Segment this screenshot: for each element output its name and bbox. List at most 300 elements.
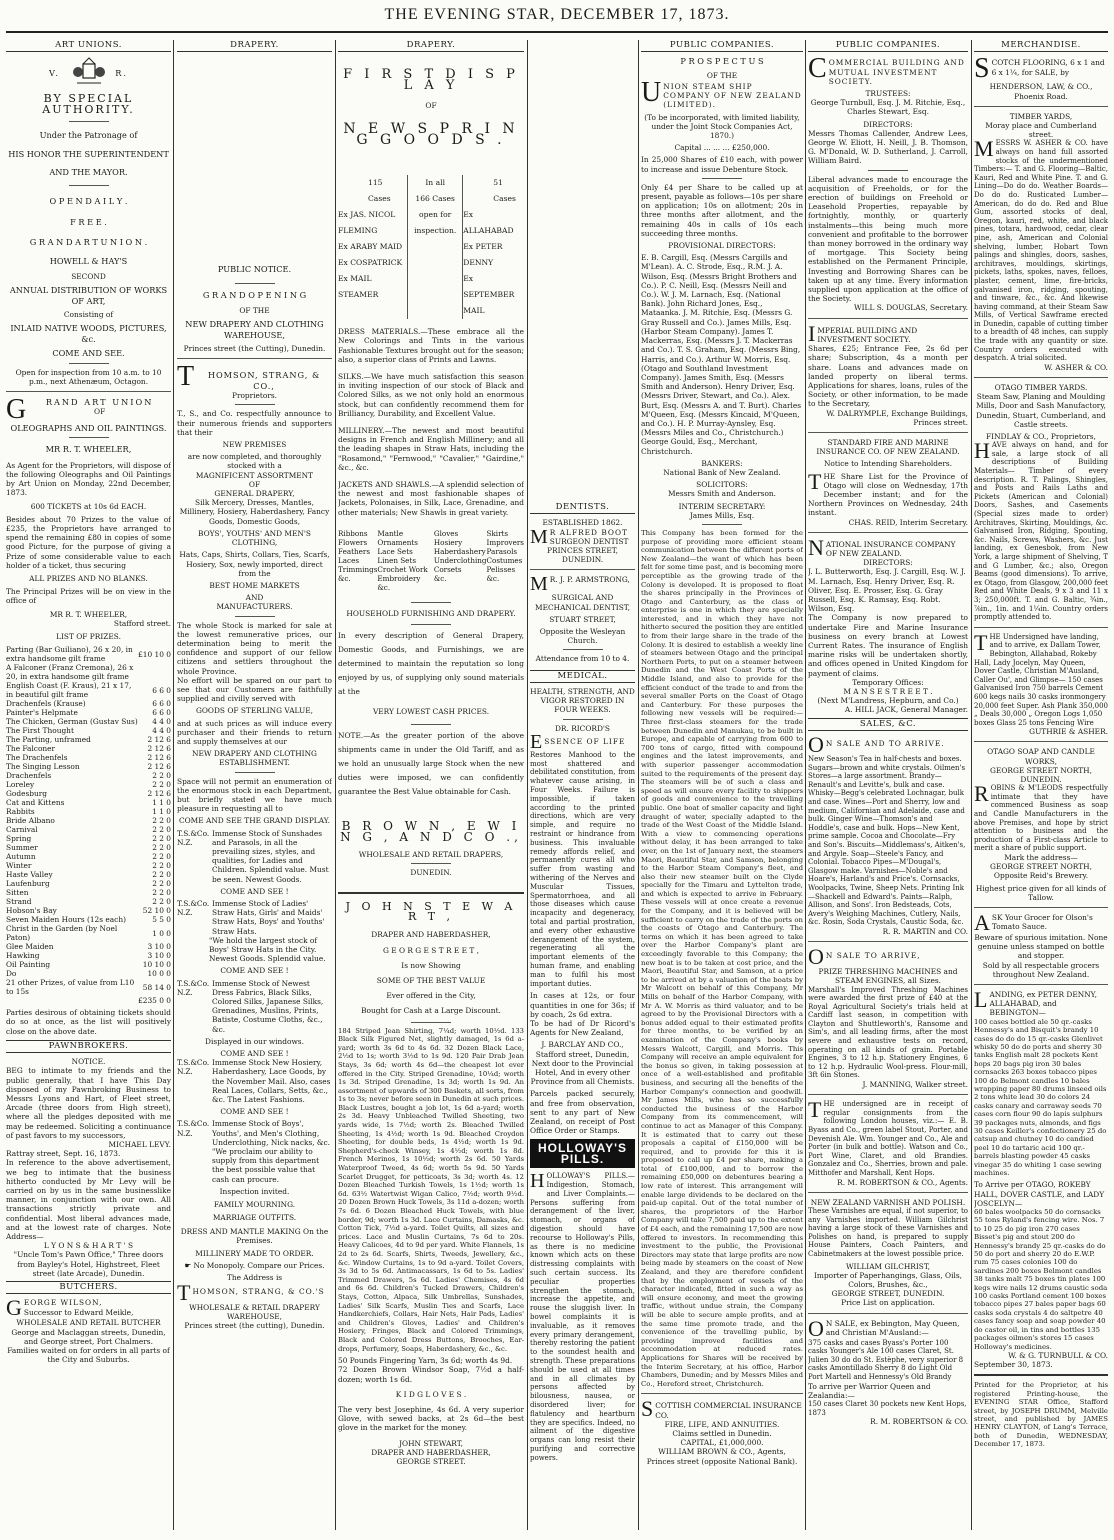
- column-rule: [335, 40, 336, 1530]
- stock-block-2: [177, 899, 332, 936]
- note-tariff: NOTE.—As the greater portion of the above shipments came in under the Old Tariff, and as we hold an unusually large Stock when the new duties were imposed, we can confidently guarantee the Best Value obtainable for Cash.: [338, 731, 524, 797]
- all-prizes: ALL PRIZES AND NO BLANKS.: [29, 573, 148, 583]
- prize-row: [6, 681, 171, 699]
- uncle-toms: "Uncle Tom's Pawn Office," Three doors from Bayley's Hotel, Highstreet, Fleet street (late Arcade), Dunedin.: [13, 1250, 164, 1278]
- principal-prizes: The Principal Prizes will be on view in the office of: [6, 587, 171, 606]
- new-premises: NEW PREMISES: [222, 440, 287, 450]
- share-list-ad: T HE Share List for the Province of Otago will close on Wednesday, 17th December instant; and for the Northern Provinces on Wednesday, 24th instant.: [808, 468, 968, 518]
- prize-row: [6, 960, 171, 969]
- national-insurance: ATIONAL INSURANCE COMPANY OF NEW ZEALAND.: [825, 539, 956, 558]
- prize-name: The Falconer: [6, 744, 56, 754]
- best-value: SOME OF THE BEST VALUE: [376, 975, 486, 985]
- first-display: F I R S T D I S P L A Y: [343, 67, 519, 93]
- come-and-see-1: COME AND SEE !: [220, 886, 289, 896]
- section-header: ART UNIONS.: [6, 40, 171, 52]
- prize-value: 2 12 6: [147, 762, 171, 772]
- trustee-names: George Turnbull, Esq. J. M. Ritchie, Esq., Charles Stewart, Esq.: [810, 98, 966, 117]
- surgeon-dentist: SURGEON DENTIST: [549, 536, 629, 546]
- interim-secretary: INTERIM SECRETARY:: [678, 501, 766, 511]
- prize-row: [6, 717, 171, 726]
- prize-row: [6, 816, 171, 825]
- prize-row: [6, 978, 171, 996]
- capital-million: CAPITAL, £1,000,000.: [680, 1438, 764, 1448]
- prize-value: 6 6 0: [152, 708, 171, 718]
- liberal-advances: Liberal advances made to encourage the acquisition of Freeholds, or for the erection of buildings on Freehold or Leasehold Properties, repayable by fortnightly, monthly, or quarterly instalments—this being much more convenient and profitable to the borrower than money borrowed in the ordinary way of mortgage. This Society being established on the Permanent Principle, Investing and Borrowing Shares can be taken up at any time. Every information supplied upon application at the office of the Society.: [808, 174, 968, 304]
- asher-body: ESSRS W. ASHER & CO. have always on hand full assorted stocks of the undermentioned Timbers:— T. and G. Flooring—Baltic, Kauri, Red and White Pine. T. and G. Lining—Do do do. Weather Boards—Do do do. Rusticated Lumber—American, do do do. Red and Blue Gum, assorted stocks of deal, Oregon, kauri, red, white, and black pines, totara, hardwood, cedar, clear pine, ash, American and Colonial shelving, lumber, Hobart Town palings and shingles, doors, sashes, architraves, mouldings, skirtings, pickets, laths, spokes, naves, felloes, plaster, cement, lime, fire-bricks, galvanised iron, ridging, spouting, and tinware, &c., &c. And likewise having command, at their Steam Saw Mills, of Vertical Sawframe erected in Dunedin, capable of cutting timber to a breadth of 48 inches, can supply the trade with any quantity or size. Country orders executed with despatch. A trial solicited.: [974, 139, 1108, 363]
- findlay-ad: H AVE always on hand, and for sale, a large stock of all descriptions of Building Materials— Timber of every description. R. T. Palings, Shingles, and Posts and Rails Laths and Pickets (American and Colonial) Doors, Sashes, and Casements (Special sizes made to order) Architraves, Skirting, Mouldings, &c. Galvanised Iron, Ridging, Spouting, &c. Nails, Screws, Washers, &c. Just landing, ex Genesbok, from New York, a large shipment of Shelving, T and G Lumber, &c.; also, Oregon Beams (good dimensions). To arrive, ex Otago, from Glasgow, 200,000 feet Red and White Deals, 9 x 3 and 11 x 3; 250,000ft. T. and G. Baltic, ¾in., ⅞in., 1in. and 1¼in. Country orders promptly attended to.: [974, 438, 1108, 622]
- come-see-display: COME AND SEE THE GRAND DISPLAY.: [178, 816, 331, 826]
- special-authority: BY SPECIAL AUTHORITY.: [42, 92, 135, 116]
- column-merchandise: [974, 40, 1108, 1449]
- ship-right-line: 51 Cases: [493, 178, 516, 204]
- sept-date: September 30, 1873.: [974, 1360, 1053, 1370]
- beware: Beware of spurious imitation. None genuine unless stamped on bottle and stopper.: [974, 933, 1108, 961]
- goods-item: Mantle Ornaments: [377, 528, 418, 547]
- windsor-soap: 72 Dozen Brown Windsor Soap, 7½d a half-dozen; worth 1s 6d.: [338, 1365, 524, 1384]
- goods-col-4: [487, 529, 524, 592]
- prize-row: [6, 915, 171, 924]
- grand-art-union-2: RAND ART UNION: [45, 396, 154, 407]
- thomson-strang-header: T HOMSON, STRANG, & CO., Proprietors.: [177, 364, 332, 400]
- scottish-ad: S COTTISH COMMERCIAL INSURANCE CO.: [641, 1396, 802, 1422]
- shipments: [338, 175, 524, 319]
- goods-item: Skirts: [486, 528, 509, 538]
- provincial-hotel: Next door to the Provincial Hotel, And in every other Province from all Chemists.: [530, 1058, 635, 1087]
- prize-name: Carnival: [6, 825, 38, 835]
- alfred-boot: R ALFRED BOOT: [549, 527, 628, 537]
- prize-name: Godesburg: [6, 789, 48, 799]
- prize-row: [6, 969, 171, 978]
- onsale2-title: O N SALE TO ARRIVE,: [808, 947, 968, 960]
- prize-value: 2 2 0: [152, 816, 171, 826]
- prize-value: 2 2 0: [152, 780, 171, 790]
- prize-row: [6, 879, 171, 888]
- prize-value: 2 2 0: [152, 870, 171, 880]
- stafford-dunedin: Stafford street, Dunedin,: [535, 1049, 630, 1059]
- column-rule: [805, 40, 806, 1530]
- onsale-title: O N SALE AND TO ARRIVE.: [808, 735, 968, 748]
- howell-hays: HOWELL & HAY'S: [49, 255, 128, 266]
- national-bank: National Bank of New Zealand.: [663, 467, 781, 477]
- goods-grid: [338, 529, 524, 592]
- george-street-north-2: GEORGE STREET NORTH,: [990, 862, 1092, 872]
- patronage: Under the Patronage of: [39, 130, 138, 141]
- onsale3-body: 375 casks and cases Byass's Porter 100 casks Younger's Ale 100 cases Claret, St. Julien 30 do do St. Estèphe, very superior 8 casks Amontillado Sherry 8 do Light Old Port Martell and Hennessy's Old Brandy: [808, 1338, 964, 1381]
- honor-line: HIS HONOR THE SUPERINTENDENT: [8, 148, 169, 159]
- magnificent-assortment: MAGNIFICENT ASSORTMENT: [195, 470, 314, 480]
- section-header: DENTISTS.: [530, 502, 635, 514]
- tickets: 600 TICKETS at 10s 6d EACH.: [30, 501, 147, 511]
- wholesale-drapers: WHOLESALE AND RETAIL DRAPERS,: [358, 850, 504, 860]
- shipments-left: [338, 175, 407, 319]
- goods-col-2: [377, 529, 433, 592]
- ask-ad: A SK Your Grocer for Olson's Tomato Sauce.: [974, 913, 1108, 931]
- prospectus: P R O S P E C T U S: [680, 56, 764, 67]
- essence-ad: E SSENCE OF LIFE: [530, 733, 635, 746]
- prize-row: [6, 951, 171, 960]
- lowest-prices: VERY LOWEST CASH PRICES.: [372, 707, 490, 717]
- stock-block-4: [177, 1058, 332, 1104]
- union-steam-ship: NION STEAM SHIP COMPANY OF NEW ZEALAND (LIMITED).: [663, 82, 802, 110]
- dress-fabrics: Immense Stock of Newest Dress Fabrics, Black Silks, Colored Silks, Japanese Silks, Grenadines, Muslins, Prints, Batiste, Costume Cloths, &c., &c.: [212, 978, 324, 1034]
- straw-hats: Immense Stock of Ladies' Straw Hats, Girls' and Maids' Straw Hats, Boys' and Youths' Straw Hats.: [212, 899, 325, 936]
- imprint: Printed for the Proprietor, at his registered Printing-house, the EVENING STAR Office, Stafford street, by JOSEPH DRUMM, Melville street, and published by JAMES HENRY CLAYTON, of Lang's Terrace, both of Dunedin, WEDNESDAY, December 17, 1873.: [974, 1381, 1108, 1449]
- robins-body: OBINS & M'LEODS respectfully intimate that they have commenced Business as soap and Candle Manufacturers in the above Premises, and hope by strict attention to business and the production of a First-class Article to merit a share of public support.: [974, 784, 1108, 853]
- dress-materials: DRESS MATERIALS.—These embrace all the New Colorings and Tints in the various Fashionable Textures brought out for the season; also, a superior class of Prints and Lawns.: [338, 327, 524, 364]
- prize-value: 2 2 0: [152, 825, 171, 835]
- on-sale-arrive: N SALE AND TO ARRIVE.: [825, 739, 945, 749]
- prize-threshing: PRIZE THRESHING MACHINES and STEAM ENGINES, all Sizes.: [818, 967, 958, 986]
- prize-value: 6 6 0: [152, 699, 171, 709]
- open-hours: Open for inspection from 10 a.m. to 10 p.m., next Athenæum, Octagon.: [15, 367, 162, 386]
- jackets-shawls: JACKETS AND SHAWLS.—A splendid selection of the newest and most fashionable shapes of Jackets, Polonaises, in Silk, Lace, Grenadine, and other materials; New Shawls in great variety.: [338, 480, 524, 517]
- silks: SILKS.—We have much satisfaction this season in inviting inspection of our stock of Black and Colored Silks, as we not only hold an enormous stock, but can confidently recommend them for Brilliancy, Durability, and Excellent Value.: [338, 372, 524, 418]
- prize-row: [6, 798, 171, 807]
- timber-yards: TIMBER YARDS,: [1009, 111, 1073, 121]
- section-header: BUTCHERS.: [6, 1281, 171, 1294]
- induce-text: and at such prices as will induce every purchaser and their friends to return and supply themselves at our: [177, 718, 332, 746]
- prize-name: Drachenfels: [6, 771, 52, 781]
- prize-row: [6, 663, 171, 681]
- goods-item: Laces: [338, 555, 360, 565]
- new-establishment: NEW DRAPERY AND CLOTHING ESTABLISHMENT.: [192, 749, 317, 768]
- stafford-street: Stafford street.: [113, 618, 171, 628]
- new-drapery: NEW DRAPERY AND CLOTHING WAREHOUSE,: [185, 319, 324, 340]
- thomson-strang-2: HOMSON, STRANG, & CO.'S: [192, 1286, 325, 1296]
- ship-mid-line: In all: [425, 178, 446, 188]
- george-street-north: GEORGE STREET NORTH,: [990, 765, 1092, 775]
- tsco-mark: T.S.&Co. N.Z.: [177, 978, 210, 997]
- millinery-order: MILLINERY MADE TO ORDER.: [195, 1248, 314, 1258]
- union-title: U NION STEAM SHIP COMPANY OF NEW ZEALAND (LIMITED).: [641, 77, 802, 110]
- section-header: MERCHANDISE.: [974, 40, 1108, 52]
- no-monopoly: ☛ No Monopoly. Compare our Prices.: [184, 1261, 325, 1271]
- fire-life: FIRE, LIFE, AND ANNUITIES.: [664, 1419, 780, 1429]
- goods-item: Corsets: [433, 564, 462, 574]
- dalrymple: W. DALRYMPLE, Exchange Buildings, Princes street.: [826, 408, 968, 427]
- kid-body: The very best Josephine, 4s 6d. A very superior Glove, with sewed backs, at 2s 6d—the best glove in the market for the money.: [338, 1404, 524, 1433]
- prize-row: [6, 861, 171, 870]
- trustees: TRUSTEES:: [865, 89, 911, 99]
- prize-row: [6, 897, 171, 906]
- prize-value: 3 10 0: [147, 942, 171, 952]
- on-sale-arrive-2: N SALE TO ARRIVE,: [825, 951, 921, 961]
- come-and-see-4: COME AND SEE !: [220, 1107, 289, 1117]
- section-header: PUBLIC COMPANIES.: [641, 40, 803, 52]
- manse-street: M A N S E S T R E E T .: [843, 687, 933, 696]
- goods-item: Ribbons: [338, 528, 368, 538]
- prize-value: 4 4 0: [152, 717, 171, 727]
- mark-address: Mark the address—: [1004, 853, 1078, 863]
- vr-letters: V. R.: [48, 68, 129, 79]
- section-header: SALES, &C.: [808, 718, 968, 731]
- column-rule: [638, 40, 639, 1530]
- notice-body: BEG to intimate to my friends and the public generally, that I have This Day disposed of my Pawnbroking Business to Messrs Lyons and Hart, of Fleet street, Arcade (three doors from High street), where all the pledges deposited with me may be redeemed. Soliciting a continuance of past favors to my successors,: [6, 1066, 171, 1140]
- stewart-body: 184 Striped Jean Shirting, 7¼d; worth 10½d. 133 Black Silk Figured Net, slightly damaged, 1s 6d a-yard; worth 3s 6d to 4s 6d. 32 Dozen Black Lace, 2½d to 1s; worth 3½d to 1s 9d. 120 Pair Drab Jean Stays, 3s 6d; worth 4s 6d—the cheapest lot ever offered in the City. Striped Grenadine, 10¼d; worth 1s 3d. Striped Grenadine, 1s 3d; worth 1s 9d. An assortment of upwards of 300 Baskets, all sorts, from 1s to 3s; never before seen in Dunedin at such prices. Black Lustres, bought a job lot, 1s 6d a-yard; worth 2s 3d. Heavy Unbleached Twilled Sheeting, two yards wide, 1s 7½d; worth 2s. Bleached Twilled Sheeting, 1s 4½d; worth 1s 9d. Bleached Croydon Sheeting, for double beds, 1s 4½d; worth 1s 9d. Shepherd's-check Winsey, 1s 4½d; worth 1s 8d. French Merinos, 1s 10½d; worth 2s 6d. 50 Yards Waterproof Tweed, 4s 6d; worth 5s 9d. 50 Yards Scarlet Drugget, for petticoats, 3s 3d; worth 4s. 12 Dozen Bleached Turkish Towels, 1s 1½d; worth 1s 6d. 63½ Watertwist Wigan Calico, 7½d; worth 9½d. 20 Dozen Brown Huck Towels, 3s 11d a-dozen; worth 7s 6d. 6 Dozen Bleached Huck Towels, with blue border, 9d; worth 1s 3d. Lace Curtains, Damasks, &c. Cotton Tick, 7½d a-yard. Toilet Quilts, all sizes and prices. Lace and Muslin Curtains, 7s 6d to 20s. Heavy Calicoes, 4d to 9d per yard. White Flannels, 1s 2d to 2s 6d. Scarfs, Shirts, Tweeds, Jewellery, &c., &c. Window Curtains, 1s to 9d a-yard. Toilet Covers, 3s 3d to 5s 6d. Antimacassars, 1s 6d to 5s. Ladies' Trimmed Drawers, 5s 6d. Ladies' Chemises, 4s 6d and 6s 6d. Children's Tucked Drawers, Children's Stays, Cotton, Alpaca, Silk Umbrellas, Sunshades, Ladies' Silk Scarfs, Muslin Ties and Scarfs, Lace Handkerchiefs, Collars, Hair Nets, Hair Pads, Ladies' and Children's Gloves, Ladies' and Children's Hosiery, Fringes, Black and Colored Trimmings, Black and Colored Dress Buttons, Brooches, Ear-drops, Perfumery, Soaps, Haberdashery, &c., &c.: [338, 1026, 524, 1353]
- come-and-see: COME AND SEE.: [52, 348, 125, 359]
- prize-row: [6, 735, 171, 744]
- robertson-2: R. M. ROBERTSON & CO.: [870, 1417, 968, 1427]
- goods-col-3: [434, 529, 487, 592]
- prize-value: 10 0 0: [147, 969, 171, 979]
- prize-name: Glee Maiden: [6, 942, 54, 952]
- prize-value: 1 1 0: [152, 798, 171, 808]
- thomson-strang-footer: T HOMSON, STRANG, & CO.'S: [177, 1283, 332, 1296]
- announce: T., S., and Co. respectfully announce to their numerous friends and supporters that their: [177, 409, 332, 437]
- prize-row: [6, 708, 171, 717]
- hats-list: Hats, Caps, Shirts, Collars, Ties, Scarfs, Hosiery, Sox, newly imported, direct from the: [179, 550, 330, 578]
- parties-note: Parties desirous of obtaining tickets should do so at once, as the list will positively close on the above date.: [6, 1008, 171, 1036]
- prize-name: Hobson's Bay: [6, 906, 57, 916]
- director-names: Messrs Thomas Callender, Andrew Lees, George W. Eliott, H. Neill, J. B. Thomson, G. M'Donald, W. D. Sutherland, J. Carroll, William Baird.: [808, 128, 968, 166]
- goods-item: Haberdashery: [433, 546, 486, 556]
- prize-row: [6, 789, 171, 798]
- goods-item: Linen Sets: [377, 555, 417, 565]
- kid-gloves: K I D G L O V E S .: [395, 1389, 467, 1399]
- robins-ad: R OBINS & M'LEODS respectfully intimate that they have commenced Business as soap and Candle Manufacturers in the above Premises, and hope by strict attention to business and the production of a First-class Article to merit a share of public support.: [974, 781, 1108, 853]
- prize-name: Drachenfels (Krause): [6, 699, 86, 709]
- surgical-dentist: SURGICAL AND MECHANICAL DENTIST,: [535, 593, 630, 612]
- goods-col-1: [338, 529, 377, 592]
- established: ESTABLISHED 1862.: [542, 518, 623, 528]
- goods-item: Flowers: [338, 537, 368, 547]
- prize-name: The Singing Lesson: [6, 762, 80, 772]
- prize-row: [6, 825, 171, 834]
- nz-varnish: NEW ZEALAND VARNISH AND POLISH.: [810, 1197, 966, 1207]
- holloway-ad: H OLLOWAY'S PILLS.—Indigestion, Stomach, and Liver Complaints.—Persons suffering from derangement of the liver, stomach, or organs of digestion should have recourse to Holloway's Pills, as there is no medicine known which acts on these distressing complaints with such certain success. Its peculiar properties strengthen the stomach, increase the appetite, and rouse the sluggish liver. In bowel complaints it is invaluable, as it removes every primary derangement, thereby restoring the patient to the soundest health and strength. These preparations should be used at all times and in all climates by persons affected by bilousness, nausea, or disordered liver; for flatulency and heartburn they are specifics. Indeed, no ailment of the digestive organs can long resist their purifying and corrective powers.: [530, 1170, 635, 1462]
- column-drapery-2: [338, 40, 524, 1466]
- prize-name: Parting (Bar Guiliano), 26 x 20, in extra handsome gilt frame: [6, 645, 133, 664]
- draper-2: DRAPER AND HABERDASHER,: [371, 1447, 491, 1457]
- household-furnishing: HOUSEHOLD FURNISHING AND DRAPERY.: [346, 608, 516, 618]
- prize-row: [6, 780, 171, 789]
- prize-value: 52 10 0: [142, 906, 171, 916]
- prize-value: 1 0 0: [152, 928, 171, 938]
- goods-item: Pelisses: [486, 564, 516, 574]
- shares: In 25,000 Shares of £10 each, with power to increase and issue Debenture Stock.: [641, 155, 803, 174]
- james-mills: James Mills, Esq.: [689, 510, 755, 520]
- stock-block-5: [177, 1119, 332, 1183]
- prize-row: [6, 807, 171, 816]
- prize-value: 4 4 0: [152, 726, 171, 736]
- essence-of-life: SSENCE OF LIFE: [544, 736, 626, 746]
- undersigned-body: HE Undersigned have landing, and to arrive, ex Dallam Tower, Bebington, Allahabad, Rokeby Hall, Lady Jocelyn, May Queen, Dover Castle, Christian M'Ausland, Caller Ou', and Glimpse— 150 cases Galvanised Iron 750 barrels Cement 600 kegs nails 30 casks ironmongery 20,000 feet Super. Ash Plank 350,000 „ Deals 30,000 „ Oregon Logs 1,050 boxes Glass 25 tons Fencing Wire: [974, 632, 1108, 727]
- robertson: R. M. ROBERTSON & CO., Agents.: [837, 1177, 968, 1187]
- solicitors: SOLICITORS:: [696, 480, 748, 490]
- findlay-co: FINDLAY & CO., Proprietors,: [986, 432, 1096, 442]
- claret-hops: 150 cases Claret 30 pockets new Kent Hops, 1873: [808, 1399, 967, 1417]
- tsco-mark: T.S.&Co. N.Z.: [177, 828, 210, 847]
- best-lot: "We hold the largest stock of Boys' Straw Hats in the City. Newest Goods. Splendid value.: [209, 935, 326, 964]
- free: F R E E .: [70, 216, 107, 227]
- boot-ad: M R ALFRED BOOT SURGEON DENTIST: [530, 528, 635, 546]
- prize-name: The Chicken, German (Gustav Sus): [6, 717, 138, 727]
- shipments-mid: [407, 175, 463, 319]
- column-art-unions: [6, 40, 171, 1364]
- dr-ricord: DR. RICORD'S: [555, 723, 610, 733]
- prize-value: 2 2 0: [152, 879, 171, 889]
- tsco-mark: T.S.&Co. N.Z.: [177, 1058, 210, 1077]
- ship-left-line: Ex JAS. NICOL FLEMING: [338, 210, 396, 236]
- prize-value: 3 10 0: [147, 951, 171, 961]
- share-list: HE Share List for the Province of Otago will close on Wednesday, 17th December instant; and for the Northern Provinces on Wednesday, 24th instant.: [808, 471, 968, 518]
- essence-body: Restores Manhood to the most shattered and debilitated constitution, from whatever cause arising, in Four Weeks. Failure is impossible, if taken according to the printed directions, which are very simple, and require no restraint or hindrance from business. This invaluable remedy affords relief, and permanently cures all who suffer from wasting and withering of the Nerves and Muscular Tissues, Spermatorrhoea, and all those diseases which cause incapacity and degeneracy, total and partial prostration, and every other exhaustive derangement of the system, regenerating all the important elements of the human frame, and enabling man to fulfil his most important duties.: [530, 750, 635, 988]
- prize-row: [6, 924, 171, 942]
- opposite-reids: Opposite Reid's Brewery.: [993, 871, 1089, 881]
- dunedin: DUNEDIN.: [410, 868, 452, 878]
- wheeler-name: MR R. T. WHEELER,: [45, 444, 132, 455]
- to-arrive-warrior: To arrive per Warrior Queen and Zealandia:—: [808, 1381, 931, 1400]
- marshall-body: Marshall's Improved Threshing Machines were awarded the first prize of £40 at the Royal Agricultural Society's trials held at Cardiff last season, in competition with Clayton and Shuttleworth's, Ransome and Sim's, and all leading firms, after the most severe and exhaustive tests on record, operating on all kinds of grain. Portable Engines, 3 to 12 h.p. Stationery Engines, 6 to 12 h.p. Hydraulic Wool-press. Flour-mill, 3ft 6in Stones.: [808, 985, 968, 1080]
- goods-item: Trimmings: [338, 564, 378, 574]
- goods-item: &c.: [377, 582, 391, 592]
- guthrie-asher: GUTHRIE & ASHER.: [1029, 727, 1108, 737]
- asher-ad: M ESSRS W. ASHER & CO. have always on hand full assorted stocks of the undermentioned Timbers:— T. and G. Flooring—Baltic, Kauri, Red and White Pine. T. and G. Lining—Do do do. Weather Boards—Do do do. Rusticated Lumber—American, do do do. Red and Blue Gum, assorted stocks of deal, Oregon, kauri, red, white, and black pines, totara, hardwood, cedar, clear pine, ash, American and Colonial shelving, lumber, Hobart Town palings and shingles, doors, sashes, architraves, mouldings, skirtings, pickets, laths, spokes, naves, felloes, plaster, cement, lime, fire-bricks, galvanised iron, ridging, spouting, and tinware, &c., &c. And likewise having command, at their Steam Saw Mills, of Vertical Sawframe erected in Dunedin, capable of cutting timber to a breadth of 48 inches, can supply the trade with any quantity or size. Country orders executed with despatch. A trial solicited.: [974, 136, 1108, 363]
- public-notice: PUBLIC NOTICE.: [217, 264, 292, 275]
- prize-value: 2 12 6: [147, 744, 171, 754]
- prize-row: [6, 645, 171, 663]
- directors-list: E. B. Cargill, Esq. (Messrs Cargills and M'Lean). A. C. Strode, Esq., R.M. J. A. Wilson, Esq. (Messrs Bright Brothers and Co.). P. C. Neill, Esq. (Messrs Neill and Co.). W. J. M. Larnach, Esq. (National Bank). John Richard Jones, Esq., Mataanka. J. M. Ritchie, Esq. (Messrs G. Gray Russell and Co.). James Mills, Esq. (Harbor Steam Company). James T. Mackerras, Esq. (Messrs J. T. Mackerras and Co.). T. S. Graham, Esq. (Messrs Bing, Harris, and Co.). Arthur W. Morris, Esq. (Otago and Southland Investment Company). James Smith, Esq. (Messrs Smith and Anderson). Henry Driver, Esq. (Messrs Driver, Stewart, and Co.). Alex. Burt, Esq. (Messrs A. and T. Burt). Charles M'Queen, Esq. (Messrs Kincaid, M'Queen, and Co.). H. P. Murray-Aynsley, Esq. (Messrs Miles and Co., Christchurch.) George Gould, Esq., Merchant, Christchurch.: [641, 253, 802, 456]
- scotch-ad: S COTCH FLOORING, 6 x 1 and 6 x 1¼, for SALE, by: [974, 56, 1108, 76]
- directors: DIRECTORS:: [863, 119, 913, 129]
- sterling-value: GOODS OF STERLING VALUE,: [195, 706, 314, 716]
- findlay-body: AVE always on hand, and for sale, a large stock of all descriptions of Building Materials— Timber of every description. R. T. Palings, Shingles, and Posts and Rails Laths and Pickets (American and Colonial) Doors, Sashes, and Casements (Special sizes made to order) Architraves, Skirting, Mouldings, &c. Galvanised Iron, Ridging, Spouting, &c. Nails, Screws, Washers, &c. Just landing, ex Genesbok, from New York, a large shipment of Shelving, T and G Lumber, &c.; also, Oregon Beams (good dimensions). To arrive, ex Otago, from Glasgow, 200,000 feet Red and White Deals, 9 x 3 and 11 x 3; 250,000ft. T. and G. Baltic, ¾in., ⅞in., 1in. and 1¼in. Country orders promptly attended to.: [974, 441, 1108, 622]
- prize-name: English Coast (F. Kraus), 21 x 17, in beautiful gilt frame: [6, 681, 132, 700]
- ship-left-line: Ex COSPATRICK: [338, 258, 403, 268]
- prize-name: Painter's Helpmate: [6, 708, 78, 718]
- undersigned-body: HE undersigned are in receipt of regular consignments from the following London houses, viz.:— E. B. Byass and Co., green label Stout, Porter, and Devenish Ale. Wm. Younger and Co., Ale and Porter (in bulk and bottle). Watson and Co., Port Wine, Claret, and old Brandies. Gonzalez and Co., Sherries, brown and pale. Mitthofer and Marshall, Kent Hops.: [808, 1100, 968, 1177]
- george-st-dunedin: GEORGE STREET, DUNEDIN.: [831, 1289, 945, 1299]
- prize-value: 2 12 6: [147, 789, 171, 799]
- manufacturers: MANUFACTURERS.: [216, 602, 293, 612]
- displayed: Displayed in our windows.: [205, 1036, 304, 1046]
- bankers: BANKERS:: [701, 458, 743, 468]
- prize-name: Strand: [6, 897, 32, 907]
- goods-item: &c.: [433, 573, 447, 583]
- open-daily: O P E N D A I L Y .: [49, 196, 128, 207]
- hill-jack: A. HILL JACK, General Manager.: [844, 705, 968, 715]
- of: OF: [94, 407, 106, 417]
- millinery: MILLINERY.—The newest and most beautiful designs in French and English Millinery; and all the leading shapes in Straw Hats, including the "Rosamond," "Fernwood," "Cavalier," "Gairdine," &c., &c.: [338, 426, 524, 472]
- grand-opening: G R A N D O P E N I N G: [202, 289, 307, 300]
- column-dentists-medical: [530, 502, 635, 1463]
- best-home-markets: BEST HOME MARKETS: [209, 580, 300, 590]
- royal-crest: [6, 56, 171, 88]
- goods-item: Parasols: [486, 546, 518, 556]
- completed: are now completed, and thoroughly stocked with a: [187, 452, 322, 471]
- prize-row: [6, 753, 171, 762]
- to-arrive-otago: To Arrive per OTAGO, ROKEBY HALL, DOVER CASTLE, and LADY JOSCELYN—: [974, 1180, 1105, 1208]
- prize-value: 5 5 0: [152, 915, 171, 925]
- prize-value: 2 2 0: [152, 771, 171, 781]
- manning: J. MANNING, Walker street.: [862, 1080, 968, 1090]
- to-be-had: To be had of Dr Ricord's Agents for New Zealand,: [530, 1018, 635, 1038]
- imperial-body: Shares, £25; Entrance Fee, 2s 6d per share; Subscription, 4s a month per share. Loans and advances made on landed property on liberal terms. Applications for shares, loans, rules of the Society, or other information, to be made to the Secretary,: [808, 344, 968, 409]
- undersigned-ad: T HE Undersigned have landing, and to arrive, ex Dallam Tower, Bebington, Allahabad, Rokeby Hall, Lady Jocelyn, May Queen, Dover Castle, Christian M'Ausland, Caller Ou', and Glimpse— 150 cases Galvanised Iron 750 barrels Cement 600 kegs nails 30 casks ironmongery 20,000 feet Super. Ash Plank 350,000 „ Deals 30,000 „ Oregon Logs 1,050 boxes Glass 25 tons Fencing Wire: [974, 629, 1108, 727]
- opposite-wesleyan: Opposite the Wesleyan Church.: [539, 627, 626, 646]
- chas-reid: CHAS. REID, Interim Secretary.: [848, 517, 968, 527]
- goods-item: Costumes: [486, 555, 523, 565]
- national-title: N ATIONAL INSURANCE COMPANY OF NEW ZEALAND.: [808, 538, 968, 558]
- dress-making: DRESS AND MANTLE MAKING On the Premises.: [180, 1226, 329, 1245]
- armstrong: R. J. P. ARMSTRONG,: [549, 575, 630, 585]
- scotch-flooring: COTCH FLOORING, 6 x 1 and 6 x 1¼, for SALE, by: [991, 58, 1105, 77]
- scottish-commercial: COTTISH COMMERCIAL INSURANCE CO.: [655, 1401, 802, 1420]
- prize-row: [6, 843, 171, 852]
- prize-value: £235 0 0: [138, 996, 171, 1006]
- hosiery: Immense Stock New Hosiery, Haberdashery, Lace Goods, by the November Mail. Also, cases Real Laces, Collars, Setts, &c., &c. The Latest Fashions.: [212, 1058, 331, 1105]
- commercial-title: C OMMERCIAL BUILDING AND MUTUAL INVESTMENT SOCIETY.: [808, 56, 968, 86]
- column-public-1: [641, 40, 803, 1466]
- prize-name: Christ in the Garden (by Noel Paton): [6, 924, 118, 943]
- ever-offered: Ever offered in the City,: [386, 991, 476, 1001]
- george-street: G E O R G E S T R E E T ,: [382, 945, 480, 955]
- prize-row: [6, 870, 171, 879]
- column-rule: [527, 40, 528, 1530]
- effort-text: No effort will be spared on our part to see that our Customers are faithfully supplied and civilly served with: [177, 675, 332, 704]
- health-strength: HEALTH, STRENGTH, AND VIGOR RESTORED IN FOUR WEEKS.: [530, 687, 635, 715]
- arrive-body: 60 bales woolpacks 50 do cornsacks 55 tons Ryland's fencing wire. Nos. 7 to 10 25 do pig iron 270 cases Bisset's pig and stout 200 do Hennessy's brandy 25 qr.-casks do do 50 do port and sherry 20 do E.W.P. rum 75 cases colonies 100 do sardines 200 boxes Belmont candles 38 tanks malt 75 boxes tin plates 100 kegs wire nails 12 drums caustic soda 100 casks Portland cement 100 boxes tobacco pipes 27 bales paper bags 60 casks soda crystals 4 do saltpetre 40 cases fancy soap and soap powder 40 do castor oil, in tins and bottles 135 packages oilmen's stores 15 cases Holloway's medicines.: [974, 1208, 1108, 1351]
- wilson-name: EORGE WILSON,: [23, 1298, 103, 1308]
- cases-price: In cases at 12s, or four quantities in one for 36s; if by coach, 2s 6d extra.: [530, 991, 635, 1019]
- prize-value: 2 12 6: [147, 753, 171, 763]
- prize-value: 1 1 0: [152, 807, 171, 817]
- gilchrist: WILLIAM GILCHRIST,: [845, 1261, 931, 1271]
- barclay: J. BARCLAY AND CO.,: [541, 1040, 624, 1050]
- prize-name: Bride Albano: [6, 816, 55, 826]
- column-rule: [173, 40, 174, 1530]
- varnish-body: These Varnishes are equal, if not superior, to any Varnishes imported. William Gilchrist having a large stock of these Varnishes and Polishes on hand, is prepared to supply House Painters, Coach Painters, and Cabinetmakers at the lowest possible price.: [808, 1206, 968, 1258]
- goods-item: &c.: [338, 573, 351, 583]
- prize-name: Spring: [6, 834, 32, 844]
- will-douglas: WILL S. DOUGLAS, Secretary.: [854, 303, 968, 313]
- ship-mid-line: 166 Cases: [415, 194, 455, 204]
- claims-settled: Claims settled in Dunedin.: [672, 1428, 772, 1438]
- prize-name: 21 other Prizes, of value from L10 to 15s: [6, 978, 135, 997]
- levy-address: Rattray street, Sept. 16, 1873.: [6, 1149, 121, 1159]
- martin-co: R. R. MARTIN and CO.: [882, 926, 968, 936]
- armstrong-ad: M R. J. P. ARMSTRONG,: [530, 575, 635, 584]
- families-note: Families waited on for orders in all parts of the City and Suburbs.: [7, 1346, 170, 1365]
- prize-name: The Drachenfels: [6, 753, 68, 763]
- family-mourning: FAMILY MOURNING.: [213, 1200, 296, 1210]
- prize-row: [6, 726, 171, 735]
- princes-cutting: Princes street (the cutting), Dunedin.: [184, 1320, 325, 1330]
- now-showing: Is now Showing: [401, 960, 461, 970]
- prize-row: [6, 888, 171, 897]
- provisional-directors: PROVISIONAL DIRECTORS:: [668, 241, 776, 251]
- incorporation: (To be incorporated, with limited liability, under the Joint Stock Companies Act, 1870.): [644, 112, 800, 141]
- inlaid-woods: INLAID NATIVE WOODS, PICTURES, &c.: [10, 323, 167, 344]
- every-description: In every description of General Drapery, Domestic Goods, and Furnishings, we are determined to maintain the reputation so long enjoyed by us, of supplying only sound materials at the: [338, 631, 524, 697]
- thomson-strang: HOMSON, STRANG, & CO.,: [207, 370, 321, 391]
- prize-value: 2 2 0: [152, 888, 171, 898]
- new-spring-goods: N E W S P R I N G G O O D S .: [343, 121, 519, 148]
- prize-name: Rabbits: [6, 807, 35, 817]
- notice-title: NOTICE.: [71, 1057, 106, 1067]
- stuart-street: STUART STREET,: [549, 614, 616, 624]
- notice-shareholders: Notice to Intending Shareholders.: [823, 459, 953, 469]
- ask-grocer: SK Your Grocer for Olson's Tomato Sauce.: [991, 913, 1093, 932]
- onsale-body: New Season's Tea in half-chests and boxes. Sugars—brown and white crystals. Oilmen's Stores—a large assortment. Brandy—Renault's and Levitte's, bulk and case. Whisky—Begg's celebrated Lochnagar, bulk and case. Wines—Port and Sherry, low and medium, Californian and Adelaide, case and bulk. Ginger Wine—Thomson's and Hoddle's, case and bulk. Hops—New Kent, prime sample. Cocoa and Chocolate—Fry and Son's. Biscuits—Middlemass's, Aitken's, and Argyle. Soap—Steele's Fancy, and Colonial. Tobacco Pipes—M'Dougal's, Glasgow make. Varnishes—Noble's and Hoare's, Harland's and Price's. Cornsacks, Woolpacks, Twine, Sheep Nets. Printing Ink—Shackell and Edward's. Paints—Ralph, Allison, and Sons'. Iron Bedsteads, Cots, Avery's Weighing Machines, Cutlery, Nails, &c. Rosin, Soda Crystals, Caustic Soda, &c.: [808, 755, 966, 927]
- section-header: DRAPERY.: [177, 40, 332, 52]
- section-header: DRAPERY.: [338, 40, 524, 52]
- ship-right-line: Ex SEPTEMBER MAIL: [463, 274, 515, 316]
- michael-levy: MICHAEL LEVY.: [108, 1140, 171, 1150]
- next-mlandress: (Next M'Landress, Hepburn, and Co.): [817, 696, 959, 706]
- prize-name: Sitten: [6, 888, 29, 898]
- goods-item: Lace Sets: [377, 546, 413, 556]
